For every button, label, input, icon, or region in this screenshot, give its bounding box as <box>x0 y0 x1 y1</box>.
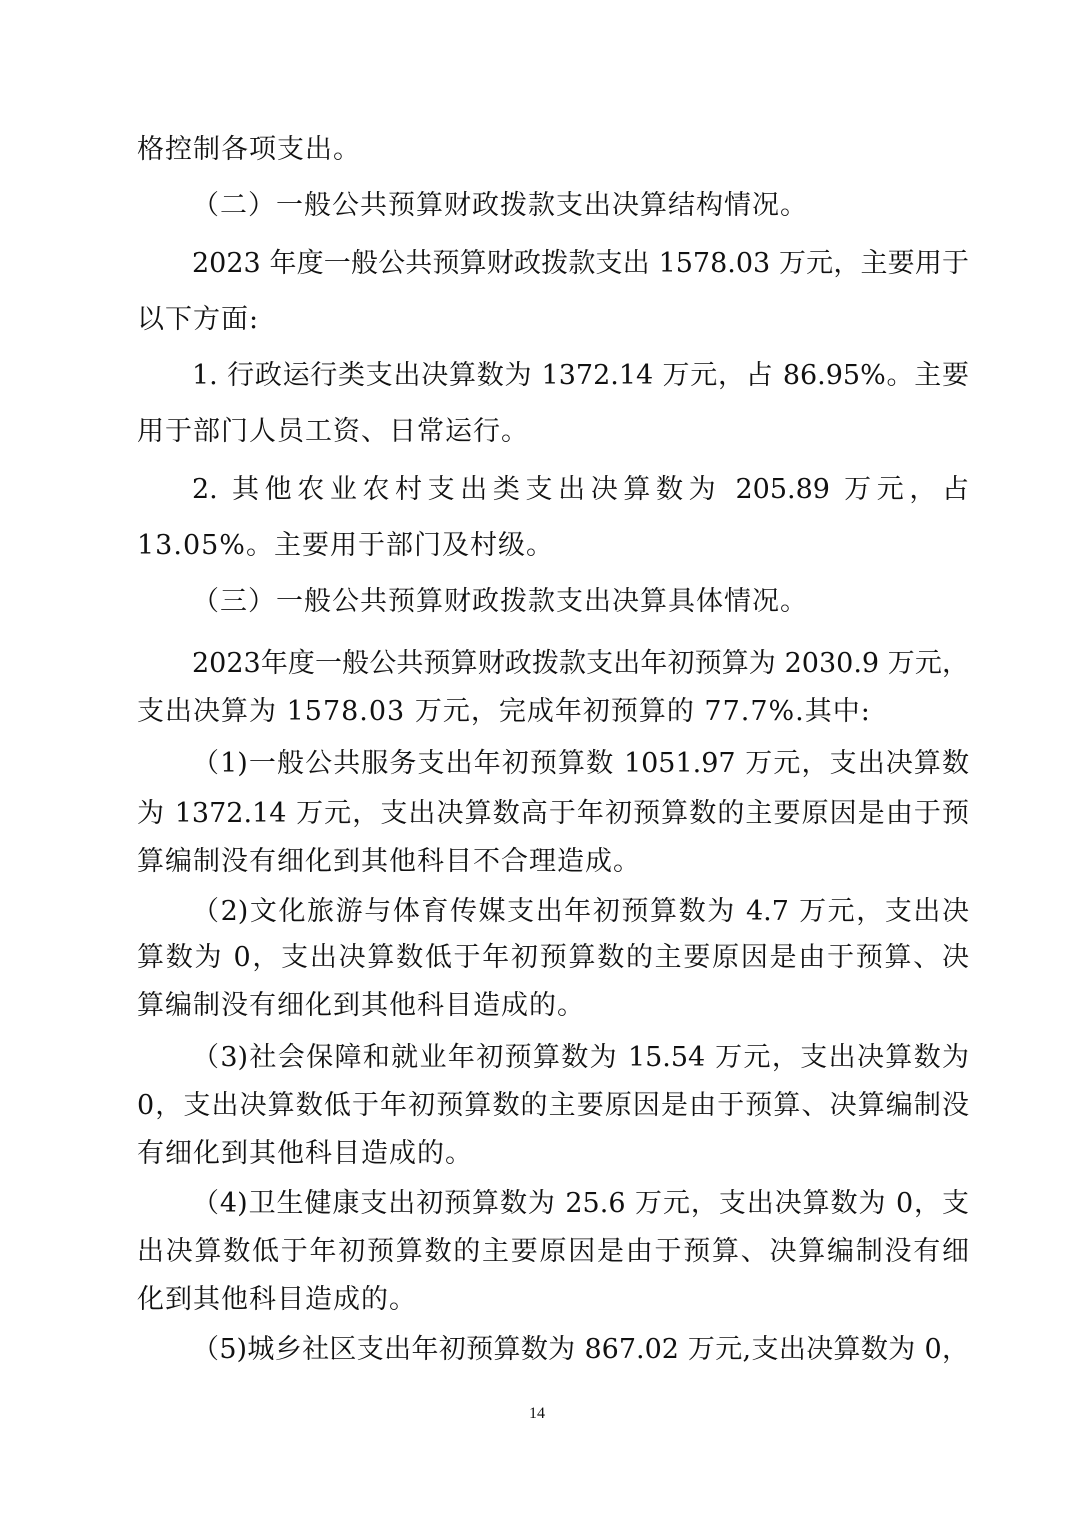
text-line: 2. 其他农业农村支出类支出决算数为 205.89 万元，占 <box>192 474 969 505</box>
text-line: 算数为 0，支出决算数低于年初预算数的主要原因是由于预算、决 <box>137 942 969 973</box>
text-line: 格控制各项支出。 <box>137 134 361 165</box>
text-line: （1)一般公共服务支出年初预算数 1051.97 万元，支出决算数 <box>192 748 969 779</box>
page-number: 14 <box>529 1405 545 1422</box>
text-line: 出决算数低于年初预算数的主要原因是由于预算、决算编制没有细 <box>137 1236 969 1267</box>
text-line: 算编制没有细化到其他科目不合理造成。 <box>137 846 641 877</box>
text-line: 有细化到其他科目造成的。 <box>137 1138 473 1169</box>
text-line: 用于部门人员工资、日常运行。 <box>137 416 529 447</box>
text-line: 以下方面: <box>137 304 260 335</box>
text-line: 2023年度一般公共预算财政拨款支出年初预算为 2030.9 万元， <box>192 648 969 679</box>
text-line: 13.05%。主要用于部门及村级。 <box>137 530 554 561</box>
text-line: （5)城乡社区支出年初预算数为 867.02 万元,支出决算数为 0， <box>192 1334 969 1365</box>
text-line: 1. 行政运行类支出决算数为 1372.14 万元，占 86.95%。主要 <box>192 360 969 391</box>
text-line: 为 1372.14 万元，支出决算数高于年初预算数的主要原因是由于预 <box>137 798 969 829</box>
text-line: 2023 年度一般公共预算财政拨款支出 1578.03 万元，主要用于 <box>192 248 969 279</box>
text-line: （3)社会保障和就业年初预算数为 15.54 万元，支出决算数为 <box>192 1042 969 1073</box>
text-line: 支出决算为 1578.03 万元，完成年初预算的 77.7%.其中: <box>137 696 871 727</box>
text-line: 0，支出决算数低于年初预算数的主要原因是由于预算、决算编制没 <box>137 1090 969 1121</box>
text-line: （4)卫生健康支出初预算数为 25.6 万元，支出决算数为 0，支 <box>192 1188 969 1219</box>
text-line: 算编制没有细化到其他科目造成的。 <box>137 990 585 1021</box>
text-line: （2)文化旅游与体育传媒支出年初预算数为 4.7 万元，支出决 <box>192 896 969 927</box>
text-line: 化到其他科目造成的。 <box>137 1284 417 1315</box>
section-heading: （二）一般公共预算财政拨款支出决算结构情况。 <box>192 190 808 221</box>
section-heading: （三）一般公共预算财政拨款支出决算具体情况。 <box>192 586 808 617</box>
